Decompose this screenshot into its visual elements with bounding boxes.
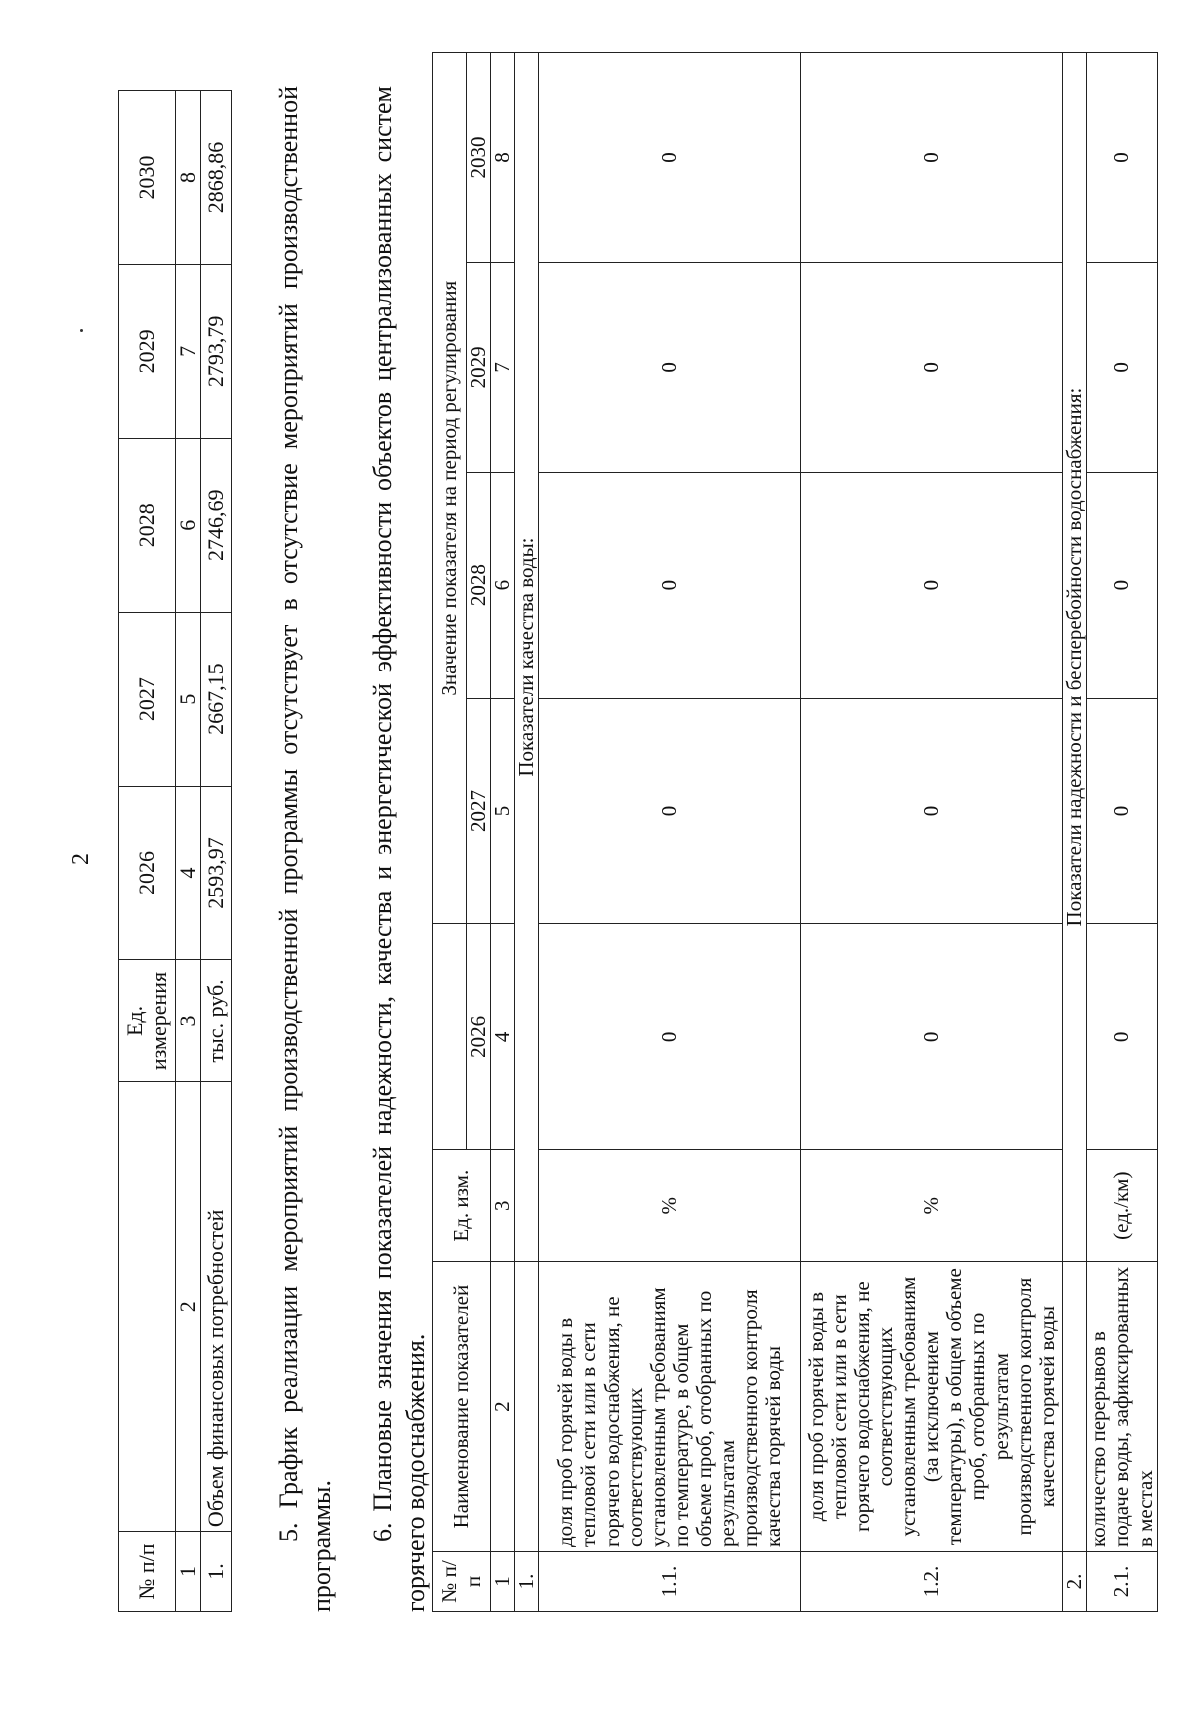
table-header-row: [119, 91, 176, 1612]
row-value: 0: [1087, 472, 1157, 698]
row-value: 0: [801, 698, 1063, 924]
header-period: Значение показателя на период регулирования: [433, 53, 467, 924]
row-value: 2667,15: [201, 612, 232, 786]
header-cell: [119, 1082, 176, 1532]
section-number: 1.: [515, 1552, 539, 1612]
column-number: 6: [491, 472, 515, 698]
column-number: 8: [491, 53, 515, 263]
header-cell: 2028: [119, 438, 176, 612]
year-cell: 2028: [467, 472, 491, 698]
column-number: 5: [176, 612, 201, 786]
column-number: 4: [491, 924, 515, 1150]
column-number: 2: [176, 1082, 201, 1532]
column-number: 7: [491, 262, 515, 472]
row-value: 0: [539, 924, 801, 1150]
row-name: доля проб горячей воды в тепловой сети или в сети горячего водоснабжения, не соответствующих установленным требованиям (за исключением температуры), в общем объеме проб, отобранных по результатам производственного контроля качества горячей воды: [801, 1262, 1063, 1552]
header-cell: 2029: [119, 264, 176, 438]
row-value: 2746,69: [201, 438, 232, 612]
row-number: 1.: [201, 1532, 232, 1612]
section-title: Показатели надежности и бесперебойности водоснабжения:: [1063, 53, 1087, 1262]
column-number: 5: [491, 698, 515, 924]
row-value: 2793,79: [201, 264, 232, 438]
header-cell: Ед. измерения: [119, 960, 176, 1082]
row-number: 1.2.: [801, 1552, 1063, 1612]
table-row: [1087, 53, 1157, 1612]
header-name: Наименование показателей: [433, 1262, 491, 1552]
row-value: 0: [1087, 53, 1157, 263]
row-unit: %: [801, 1150, 1063, 1262]
section-row: [1063, 53, 1087, 1612]
row-value: 0: [539, 53, 801, 263]
section-5-paragraph: 5. График реализации мероприятий производственной программы отсутствует в отсутствие мероприятий производственной программы.: [274, 86, 336, 1612]
scan-dot: [80, 329, 83, 332]
row-value: 0: [1087, 698, 1157, 924]
column-number: 1: [176, 1532, 201, 1612]
row-value: 2868,86: [201, 91, 232, 265]
row-value: 0: [801, 262, 1063, 472]
table-row: [539, 53, 801, 1612]
column-number-row: [176, 91, 201, 1612]
row-value: 0: [801, 472, 1063, 698]
row-unit: (ед./км): [1087, 1150, 1157, 1262]
column-number: 3: [491, 1150, 515, 1262]
row-number: 1.1.: [539, 1552, 801, 1612]
row-unit: %: [539, 1150, 801, 1262]
table-header-row: [433, 53, 467, 1612]
column-number: 7: [176, 264, 201, 438]
section-row: [515, 53, 539, 1612]
table-row: [801, 53, 1063, 1612]
header-cell: 2026: [119, 786, 176, 960]
row-unit: тыс. руб.: [201, 960, 232, 1082]
year-cell: 2030: [467, 53, 491, 263]
row-name: доля проб горячей воды в тепловой сети или в сети горячего водоснабжения, не соответствующих установленным требованиям по температуре, в общем объеме проб, отобранных по результатам производственного контроля качества горячей воды: [539, 1262, 801, 1552]
year-cell: 2029: [467, 262, 491, 472]
column-number: 2: [491, 1262, 515, 1552]
row-value: 0: [801, 53, 1063, 263]
indicators-table: [432, 52, 1158, 1612]
section-title: Показатели качества воды:: [515, 53, 539, 1262]
header-cell: 2027: [119, 612, 176, 786]
row-value: 0: [1087, 262, 1157, 472]
header-cell: 2030: [119, 91, 176, 265]
column-number: 3: [176, 960, 201, 1082]
section-6-paragraph: 6. Плановые значения показателей надежности, качества и энергетической эффективности объектов централизованных систем горячего водоснабжения.: [368, 86, 430, 1612]
section-number: 2.: [1063, 1552, 1087, 1612]
column-number: 1: [491, 1552, 515, 1612]
column-number: 6: [176, 438, 201, 612]
financial-needs-table: [118, 90, 232, 1612]
header-unit: Ед. изм.: [433, 1150, 491, 1262]
header-cell: № п/п: [119, 1532, 176, 1612]
year-cell: 2027: [467, 698, 491, 924]
row-value: 0: [539, 698, 801, 924]
row-value: 0: [801, 924, 1063, 1150]
column-number: 8: [176, 91, 201, 265]
row-value: 0: [539, 472, 801, 698]
year-cell: 2026: [467, 924, 491, 1150]
row-name: количество перерывов в подаче воды, зафиксированных в местах: [1087, 1262, 1157, 1552]
row-value: 2593,97: [201, 786, 232, 960]
row-value: 0: [1087, 924, 1157, 1150]
row-value: 0: [539, 262, 801, 472]
row-number: 2.1.: [1087, 1552, 1157, 1612]
column-number: 4: [176, 786, 201, 960]
page-number: 2: [68, 853, 94, 865]
column-number-row: [491, 53, 515, 1612]
table-row: [201, 91, 232, 1612]
row-name: Объем финансовых потребностей: [201, 1082, 232, 1532]
header-num: № п/п: [433, 1552, 491, 1612]
